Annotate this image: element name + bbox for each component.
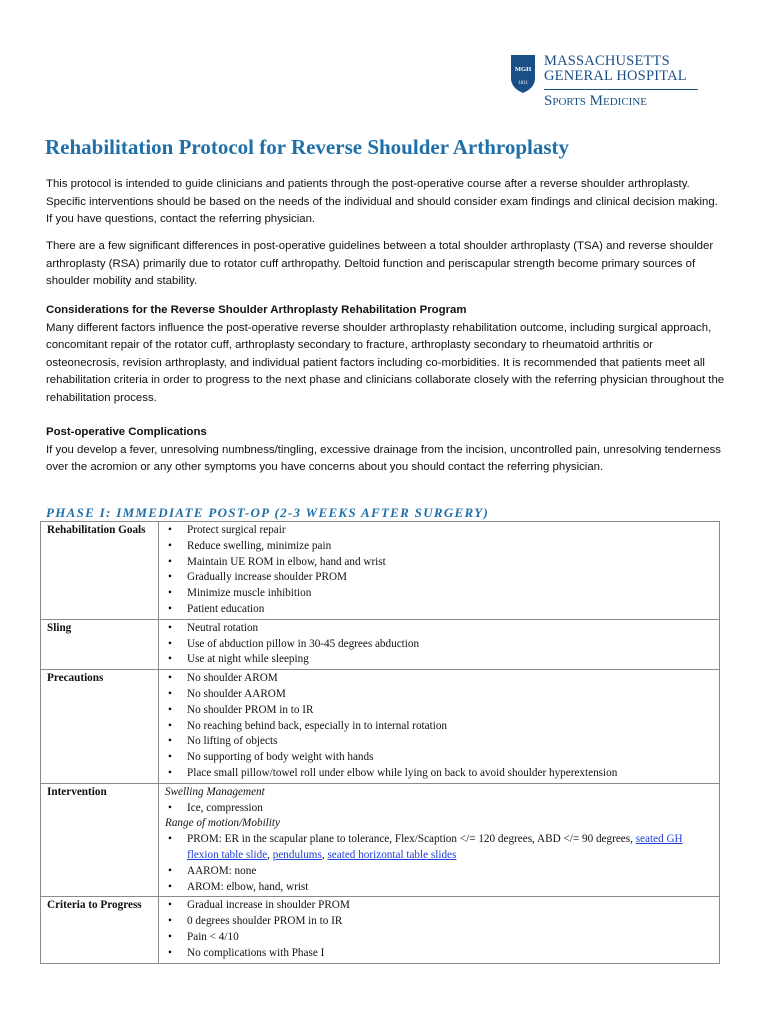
mgh-logo (510, 52, 710, 114)
logo-divider (544, 89, 698, 90)
list-item: • No complications with Phase I (187, 946, 714, 962)
list-item: • Gradual increase in shoulder PROM (187, 898, 714, 914)
svg-text:MGH: MGH (514, 66, 532, 73)
row-label-intervention: Intervention (41, 783, 159, 897)
list-item: • Minimize muscle inhibition (187, 586, 714, 602)
list-item: • Use of abduction pillow in 30-45 degrees abduction (187, 637, 714, 653)
considerations-section (46, 302, 726, 408)
list-item: • 0 degrees shoulder PROM in to IR (187, 914, 714, 930)
phase-1-table (40, 521, 720, 964)
intro-paragraph-2: There are a few significant differences in post-operative guidelines between a total shoulder arthroplasty (TSA) and reverse shoulder arthroplasty (RSA) primarily due to rotator cuff arthropathy. Deltoid function and periscapular strength become primary sources of shoulder mobility and stability. (46, 240, 714, 288)
list-item: • No shoulder AAROM (187, 687, 714, 703)
rom-subheading: Range of motion/Mobility (165, 817, 280, 830)
list-item: • AAROM: none (187, 864, 714, 880)
table-row (41, 522, 720, 620)
complications-body: If you develop a fever, unresolving numbness/tingling, excessive drainage from the incision, uncontrolled pain, unresolving tenderness over the acromion or any other symptoms you have concerns about you should contact the referring physician. (46, 443, 721, 474)
list-item: • No shoulder AROM (187, 671, 714, 687)
prom-text: PROM: ER in the scapular plane to tolerance, Flex/Scaption </= 120 degrees, ABD </= 90 degrees, (187, 833, 633, 846)
table-row (41, 783, 720, 897)
intervention-cell (159, 783, 720, 897)
complications-heading: Post-operative Complications (46, 426, 207, 438)
svg-text:1811: 1811 (518, 81, 528, 86)
row-label-criteria: Criteria to Progress (41, 897, 159, 963)
list-item: • Use at night while sleeping (187, 652, 714, 668)
criteria-cell (159, 897, 720, 963)
table-row (41, 619, 720, 669)
list-item: • Ice, compression (187, 801, 714, 817)
list-item: • Maintain UE ROM in elbow, hand and wrist (187, 555, 714, 571)
link-pendulums[interactable]: pendulums (272, 848, 322, 861)
list-item: • Protect surgical repair (187, 523, 714, 539)
list-item: • No supporting of body weight with hands (187, 750, 714, 766)
list-item: • No lifting of objects (187, 734, 714, 750)
goals-cell (159, 522, 720, 620)
list-item: • No reaching behind back, especially in to internal rotation (187, 719, 714, 735)
list-item: • Patient education (187, 602, 714, 618)
mgh-shield-icon (510, 54, 536, 94)
row-label-sling: Sling (41, 619, 159, 669)
row-label-goals: Rehabilitation Goals (41, 522, 159, 620)
considerations-body: Many different factors influence the post-operative reverse shoulder arthroplasty rehabilitation outcome, including surgical approach, concomitant repair of the rotator cuff, arthroplasty secondary to fracture, arthroplasty secondary to rheumatoid arthritis or osteonecrosis, revision arthroplasty, and individual patient factors including co-morbidities. It is recommended that patients meet all rehabilitation criteria in order to progress to the next phase and clinicians collaborate closely with the referring physician throughout the rehabilitation process. (46, 321, 725, 404)
complications-section (46, 424, 726, 477)
list-item: • Reduce swelling, minimize pain (187, 539, 714, 555)
list-item: • Pain < 4/10 (187, 930, 714, 946)
list-item: • No shoulder PROM in to IR (187, 703, 714, 719)
table-row (41, 670, 720, 784)
considerations-heading: Considerations for the Reverse Shoulder Arthroplasty Rehabilitation Program (46, 304, 467, 316)
row-label-precautions: Precautions (41, 670, 159, 784)
sling-cell (159, 619, 720, 669)
logo-line-1: MASSACHUSETTS (544, 53, 670, 69)
precautions-cell (159, 670, 720, 784)
list-item: • Gradually increase shoulder PROM (187, 570, 714, 586)
logo-line-2: GENERAL HOSPITAL (544, 68, 687, 84)
phase-1-heading: PHASE I: IMMEDIATE POST-OP (2-3 WEEKS AFTER SURGERY) (46, 505, 490, 520)
swelling-subheading: Swelling Management (165, 785, 265, 798)
intro-paragraph-1: This protocol is intended to guide clinicians and patients through the post-operative course after a reverse shoulder arthroplasty. Specific interventions should be based on the needs of the individual and should consider exam findings and clinical decision making. If you have questions, contact the referring physician. (46, 178, 718, 226)
table-row (41, 897, 720, 963)
logo-line-3: Sports Medicine (544, 93, 647, 109)
link-seated-horizontal-table-slides[interactable]: seated horizontal table slides (327, 848, 457, 861)
prom-item: • PROM: ER in the scapular plane to tolerance, Flex/Scaption </= 120 degrees, ABD </= 90 degrees, seated GH flexion table slide, pendulums, seated horizontal table slides (187, 832, 714, 864)
page-title: Rehabilitation Protocol for Reverse Shoulder Arthroplasty (45, 135, 570, 159)
link-seated-gh-flexion-table-slide[interactable]: seated GH flexion table slide (187, 833, 683, 861)
list-item: • Place small pillow/towel roll under elbow while lying on back to avoid shoulder hyperextension (187, 766, 714, 782)
list-item: • Neutral rotation (187, 621, 714, 637)
list-item: • AROM: elbow, hand, wrist (187, 880, 714, 896)
